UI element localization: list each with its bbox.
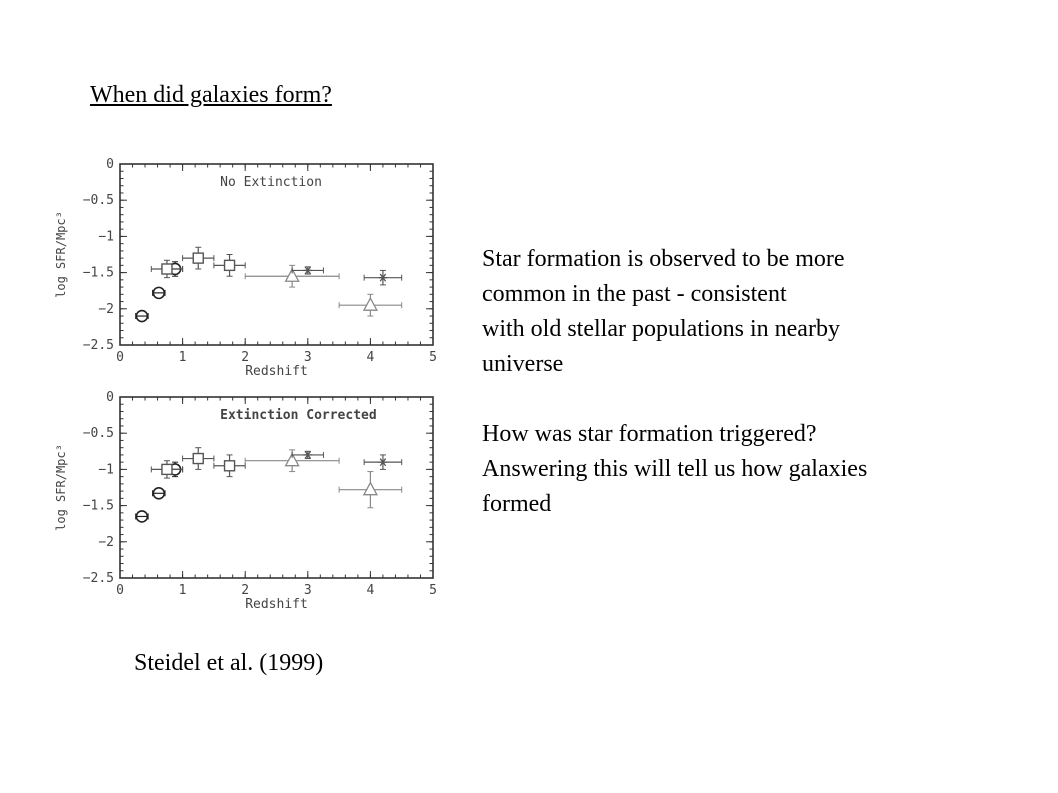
sfr-chart-no-extinction (40, 145, 450, 385)
square-marker (193, 454, 203, 464)
y-tick-label: 0 (106, 157, 114, 172)
data-point-circle-plus (153, 488, 166, 499)
body-line: with old stellar populations in nearby (482, 316, 840, 342)
data-point-star (364, 455, 402, 469)
x-tick-label: 1 (178, 583, 187, 598)
panel-label: No Extinction (220, 175, 322, 191)
data-point-square (183, 247, 214, 269)
y-tick-label: −2 (98, 534, 114, 550)
plot-frame (120, 397, 433, 578)
data-point-circle-plus (136, 311, 149, 322)
data-point-circle-plus (153, 287, 166, 298)
x-tick-label: 4 (366, 350, 375, 365)
square-marker (162, 464, 172, 474)
y-tick-label: −2.5 (82, 571, 114, 586)
data-point-triangle (339, 472, 402, 508)
y-tick-label: −0.5 (82, 193, 114, 209)
body-line: How was star formation triggered? (482, 421, 817, 447)
square-marker (225, 260, 235, 270)
y-tick-label: −1.5 (82, 265, 114, 281)
body-line: Star formation is observed to be more (482, 246, 845, 272)
data-point-square (214, 455, 245, 477)
square-marker (225, 461, 235, 471)
x-tick-label: 3 (303, 583, 312, 598)
data-point-square (151, 260, 182, 277)
x-axis-label: Redshift (245, 597, 308, 612)
square-marker (193, 253, 203, 263)
y-tick-label: −0.5 (82, 426, 114, 442)
data-point-square (183, 448, 214, 470)
y-tick-label: −1.5 (82, 498, 114, 514)
y-axis-label: log SFR/Mpc³ (54, 211, 68, 298)
x-tick-label: 0 (116, 583, 124, 598)
y-tick-label: −2.5 (82, 338, 114, 353)
square-marker (162, 264, 172, 274)
x-tick-label: 2 (241, 583, 250, 598)
data-point-star (292, 451, 323, 458)
x-tick-label: 3 (303, 350, 312, 365)
x-tick-label: 1 (178, 350, 187, 365)
triangle-marker (364, 483, 377, 495)
y-tick-label: −1 (98, 229, 114, 245)
triangle-marker (364, 298, 377, 310)
y-tick-label: 0 (106, 390, 114, 405)
slide-title: When did galaxies form? (90, 82, 332, 108)
x-tick-label: 2 (241, 350, 250, 365)
citation: Steidel et al. (1999) (134, 650, 324, 676)
panel-label: Extinction Corrected (220, 408, 377, 424)
y-axis-label: log SFR/Mpc³ (54, 444, 68, 531)
x-tick-label: 5 (429, 583, 437, 598)
data-point-triangle (339, 294, 402, 316)
body-line: universe (482, 351, 564, 377)
x-tick-label: 5 (429, 350, 437, 365)
data-point-star (292, 267, 323, 274)
x-tick-label: 4 (366, 583, 375, 598)
slide-body (482, 242, 1042, 522)
sfr-chart-extinction-corrected (40, 384, 450, 614)
data-point-square (214, 255, 245, 277)
x-axis-label: Redshift (245, 364, 308, 379)
body-spacer (482, 382, 1042, 417)
plot-frame (120, 164, 433, 345)
x-tick-label: 0 (116, 350, 124, 365)
body-line: common in the past - consistent (482, 281, 787, 307)
y-tick-label: −2 (98, 301, 114, 317)
body-line: Answering this will tell us how galaxies (482, 456, 868, 482)
body-line: formed (482, 491, 552, 517)
data-point-circle-plus (136, 511, 149, 522)
data-point-square (151, 461, 182, 478)
y-tick-label: −1 (98, 462, 114, 478)
data-point-star (364, 270, 402, 284)
